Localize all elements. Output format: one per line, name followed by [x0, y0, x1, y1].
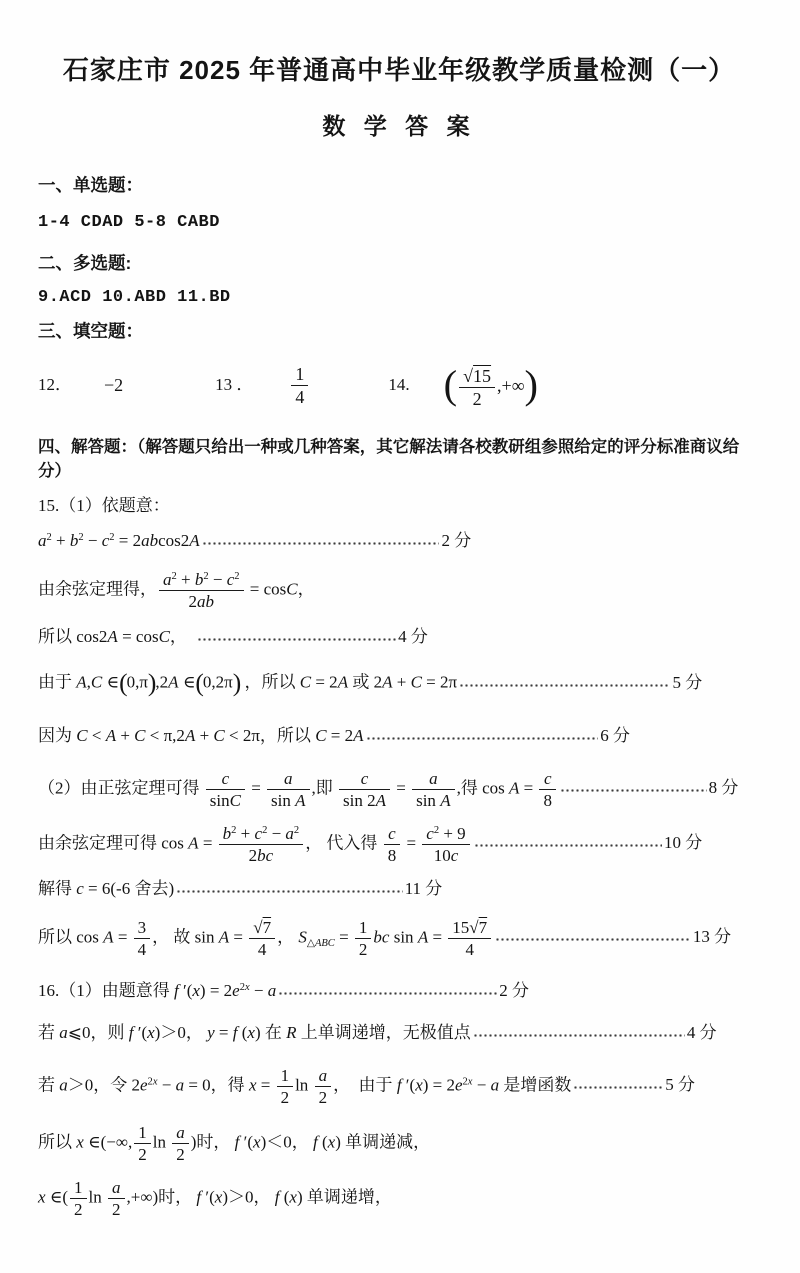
solution-line-16-3	[38, 1066, 695, 1107]
section-multi-choice-label: 二、多选题:	[38, 253, 132, 274]
solution-line-16-2	[38, 1021, 717, 1046]
score-label: 13 分	[692, 927, 732, 947]
question-12-number: 12．	[38, 375, 72, 395]
section-free-response-label: 四、解答题：（解答题只给出一种或几种答案，其它解法请各校教研组参照给定的评分标准商议给分）	[38, 438, 740, 481]
multi-choice-answers: 9.ACD 10.ABD 11.BD	[38, 288, 231, 308]
problem-15-heading: 15.（1）依题意：	[38, 496, 170, 516]
solution-line-15-8	[38, 877, 442, 902]
dot-leader	[473, 1033, 685, 1038]
solution-line-15-7	[38, 824, 702, 865]
formula: 因为 C < A + C < π,2A + C < 2π，所以 C = 2A	[38, 726, 364, 746]
dot-leader	[366, 736, 599, 741]
formula: 所以 cos A = $\frac{3}{4}$ ， 故 sin A = $\frac{√7}{4}$ ， $S_{\triangle ABC}$ = $\frac{1}{2}$ bc sin A = $\frac{15√7}{4}$	[38, 918, 493, 959]
question-13-answer: $\frac{1}{4}$	[289, 364, 310, 407]
score-label: 11 分	[404, 879, 443, 898]
solution-line-15-5	[38, 724, 630, 749]
score-label: 10 分	[663, 833, 703, 853]
formula: 若 a⩽0，则 f ′(x)＞0， y = f (x) 在 R 上单调递增，无极值点	[38, 1023, 471, 1043]
solution-line-15-1	[38, 529, 471, 554]
question-14-number: 14.	[388, 375, 410, 395]
document-title: 石家庄市 2025 年普通高中毕业年级教学质量检测（一）	[62, 55, 736, 85]
document-subtitle: 数 学 答 案	[322, 112, 476, 139]
dot-leader	[573, 1085, 663, 1090]
score-label: 4 分	[686, 1023, 717, 1043]
score-label: 5 分	[672, 672, 703, 692]
question-13-number: 13 ．	[215, 375, 254, 395]
formula: 所以 x ∈(−∞, $\frac{1}{2}$ ln $\frac{a}{2}$ )时， f ′(x)＜0， f (x) 单调递减，	[38, 1123, 431, 1165]
formula: （2）由正弦定理可得 $\frac{c}{\sin C}$ = $\frac{a}{\text{sin A}}$ ,即 $\frac{c}{\sin 2A}$ = $\frac{a}{\text{sin A}}$ ,得 cos A = $\frac{c}{8}$	[38, 769, 558, 810]
dot-leader	[278, 991, 497, 996]
single-choice-answers: 1-4 CDAD 5-8 CABD	[38, 213, 220, 233]
dot-leader	[495, 937, 691, 942]
formula: $a^2 + b^2 - c^2 = 2abcos2A$	[38, 530, 200, 550]
score-label: 5 分	[665, 1075, 696, 1095]
formula: 由余弦定理得， $\frac{a^2 + b^2 - c^2}{2ab}$ = cosC，	[38, 569, 315, 611]
score-label: 8 分	[708, 778, 739, 798]
section-single-choice-label: 一、单选题：	[38, 175, 143, 196]
dot-leader	[176, 889, 403, 894]
score-label: 2 分	[441, 530, 472, 550]
dot-leader	[560, 788, 707, 793]
formula: 由余弦定理可得 cos A = $\frac{b^2 + c^2 - a^2}{2bc}$ ， 代入得 $\frac{c}{8}$ = $\frac{c^2 + 9}{10c}$	[38, 824, 472, 865]
formula: 若 a＞0，令 $2e^{2x} - a = 0$，得 x = $\frac{1}{2}$ ln $\frac{a}{2}$ ， 由于 f $'(x) = 2e^{2x} - a$ 是增函数	[38, 1065, 572, 1108]
question-14-answer: ( $\frac{√15}{2}$ ,+∞)	[443, 362, 539, 409]
formula: 16.（1）由题意得 f $'(x) = 2e^{2x} - a$	[38, 980, 277, 1000]
solution-line-16-4	[38, 1123, 760, 1164]
section-fill-blank-label: 三、填空题：	[38, 321, 143, 342]
formula: x ∈( $\frac{1}{2}$ ln $\frac{a}{2}$ ,+∞)时， f ′(x)＞0， f (x) 单调递增，	[38, 1178, 392, 1220]
score-label: 6 分	[600, 726, 631, 746]
solution-line-15-4	[38, 665, 702, 702]
score-label: 2 分	[499, 980, 529, 1000]
solution-line-15-3	[38, 625, 428, 650]
dot-leader	[474, 843, 662, 848]
formula: 所以 cos2A = cosC，	[38, 626, 196, 646]
question-12-answer: −2	[104, 375, 124, 396]
solution-line-16-5	[38, 1178, 760, 1219]
solution-line-15-6	[38, 769, 738, 810]
dot-leader	[459, 683, 670, 688]
solution-line-15-2	[38, 570, 760, 611]
fill-blank-answers-row	[38, 354, 760, 416]
solution-line-16-1	[38, 979, 529, 1004]
dot-leader	[197, 637, 396, 642]
formula: 由于 A,C ∈(0,π),2A ∈(0,2π) ，所以 C = 2A 或 2A + C = 2π	[38, 668, 458, 698]
formula: 解得 c = 6(-6 舍去)	[38, 879, 175, 898]
solution-line-15-9	[38, 918, 731, 959]
score-label: 4 分	[398, 626, 428, 646]
dot-leader	[202, 541, 440, 546]
